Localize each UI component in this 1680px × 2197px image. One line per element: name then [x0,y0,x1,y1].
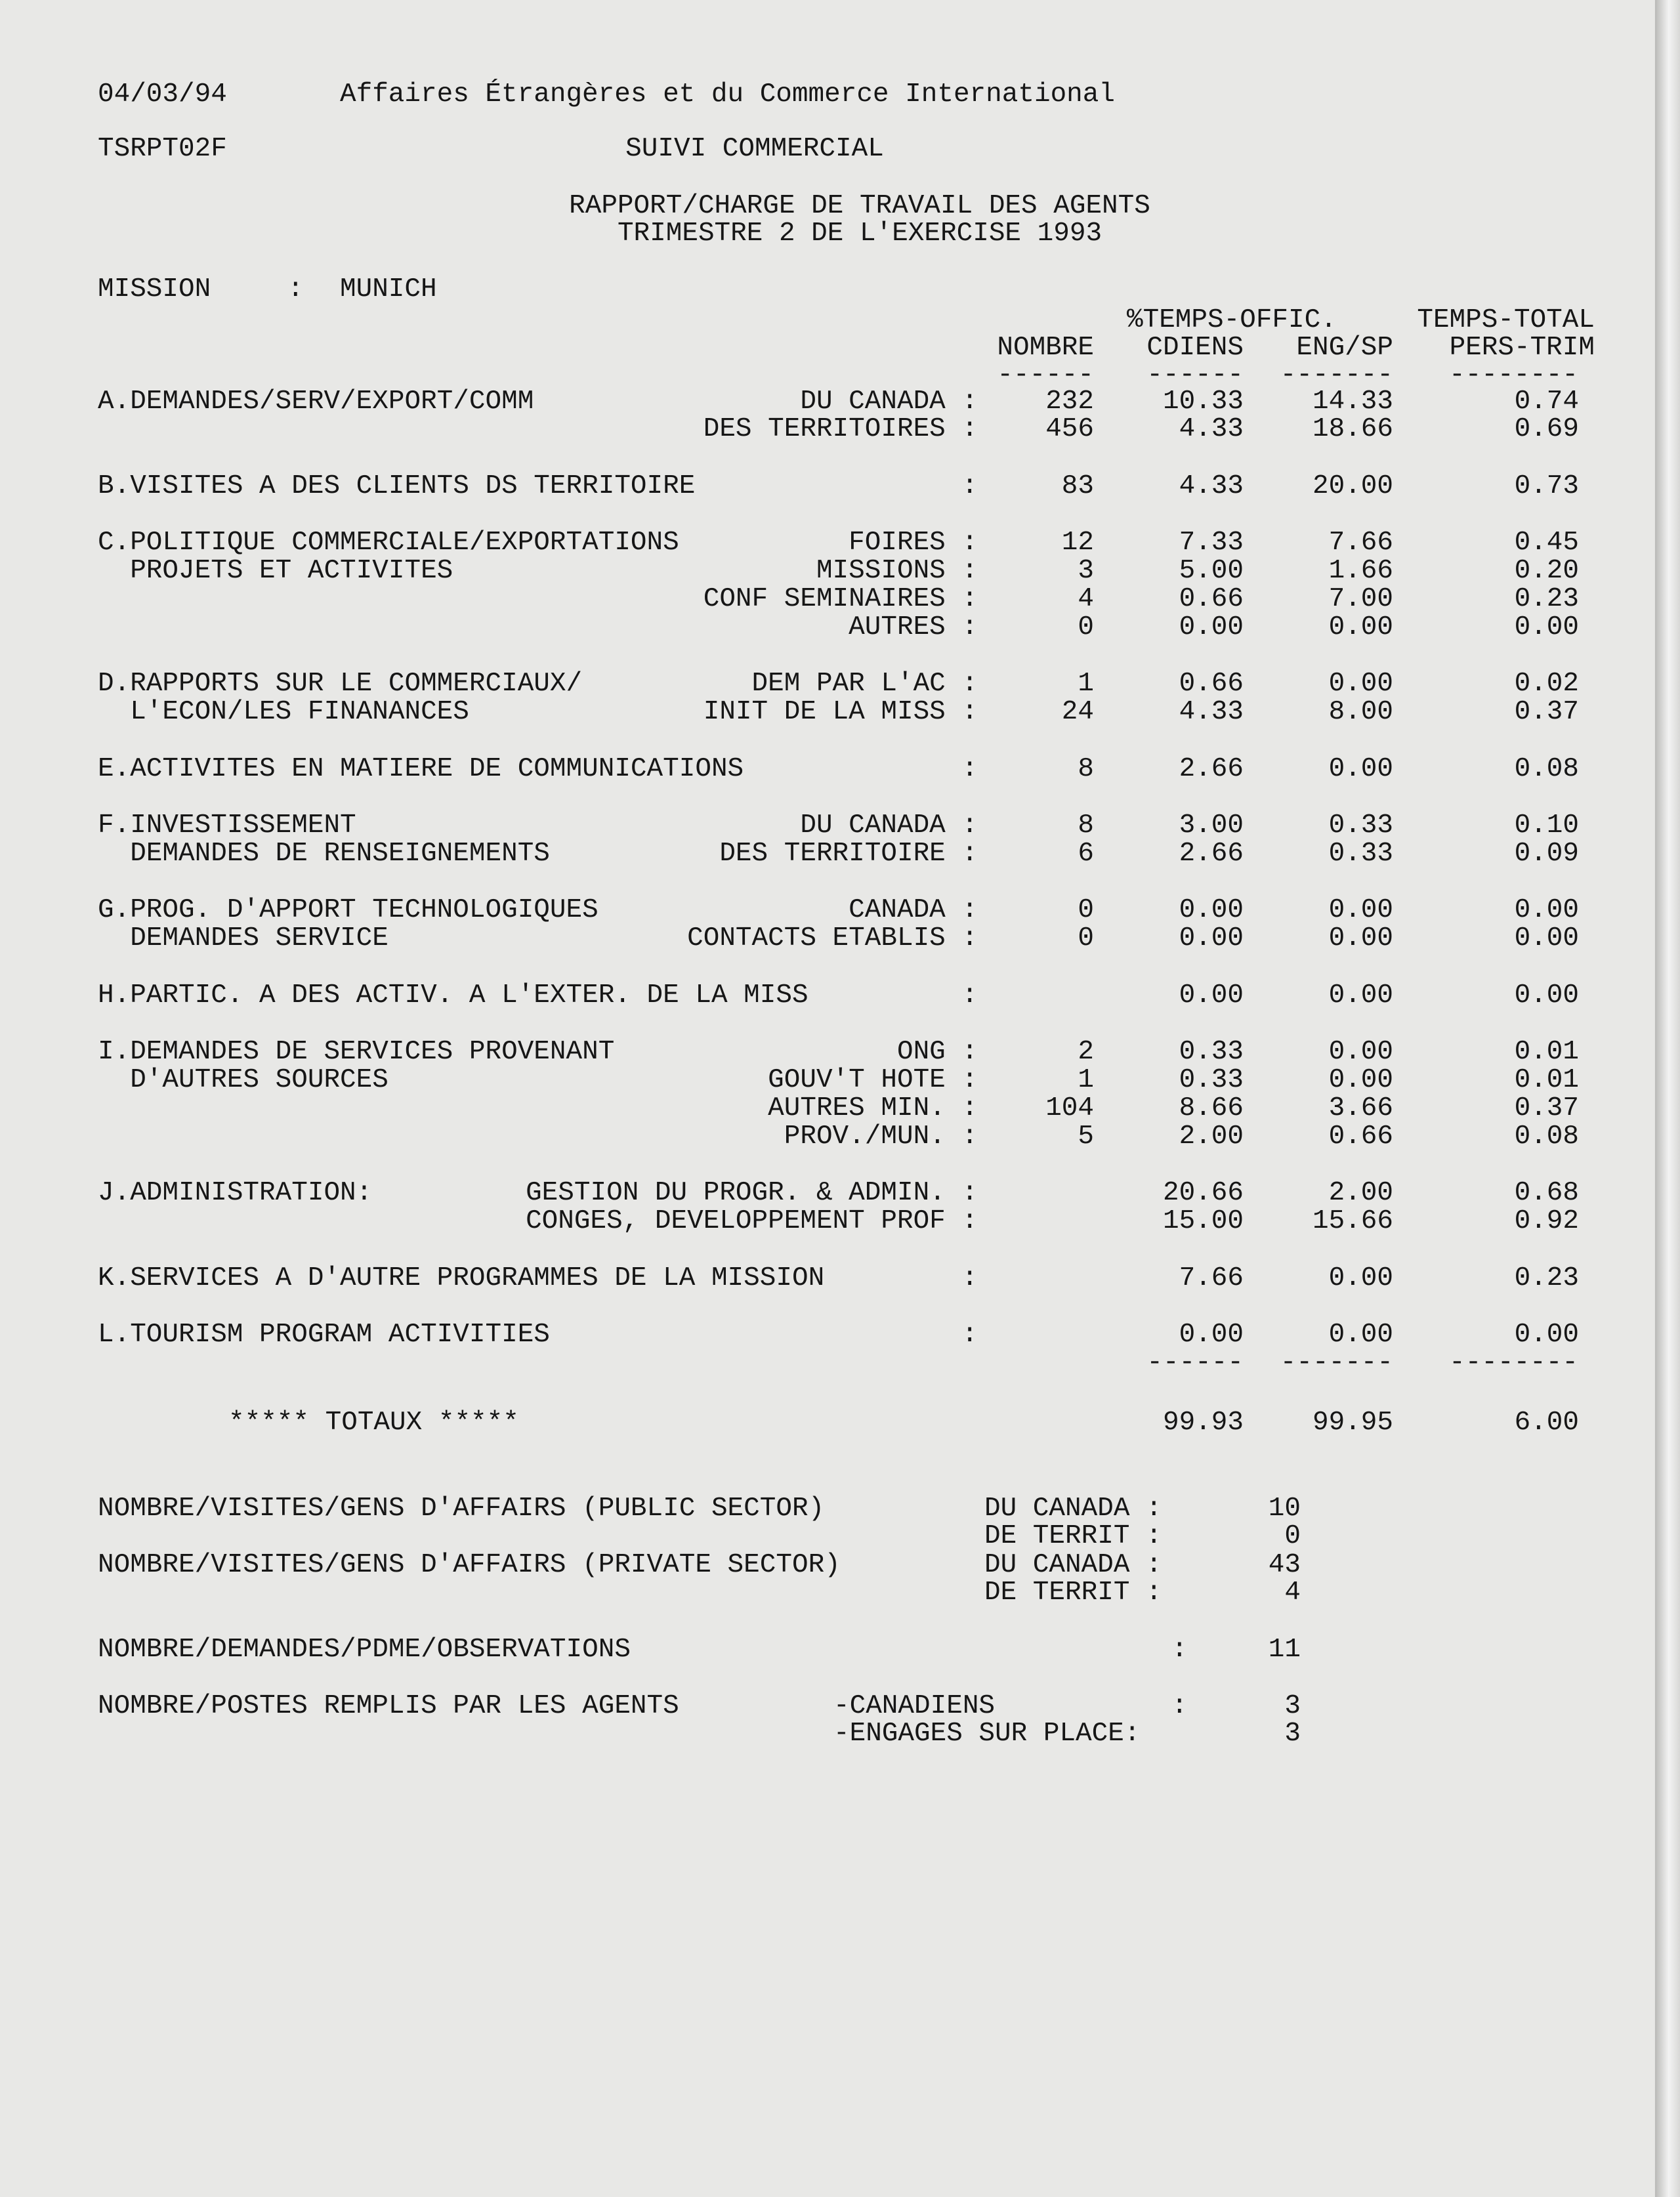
canadiens-label: -CANADIENS [833,1691,996,1721]
row-sublabel: GOUV'T HOTE : [768,1065,978,1095]
private-territ-value: 4 [1284,1578,1301,1608]
row-perstrim: 0.45 [1514,528,1579,558]
totals-engsp: 99.95 [1312,1408,1393,1438]
private-sector-label: NOMBRE/VISITES/GENS D'AFFAIRS (PRIVATE SECTOR) [98,1550,841,1580]
row-nombre: 1 [1078,669,1094,699]
row-engsp: 0.00 [1328,895,1393,925]
totals-perstrim: 6.00 [1514,1408,1579,1438]
engages-label: -ENGAGES SUR PLACE: [833,1719,1141,1749]
row-label: G.PROG. D'APPORT TECHNOLOGIQUES [98,895,598,925]
row-cdiens: 2.66 [1179,754,1244,784]
row-engsp: 0.33 [1328,839,1393,869]
row-label: D.RAPPORTS SUR LE COMMERCIAUX/ [98,669,583,699]
row-engsp: 1.66 [1328,556,1393,586]
row-engsp: 0.00 [1328,1263,1393,1293]
row-label: PROJETS ET ACTIVITES [98,556,453,586]
row-label: L.TOURISM PROGRAM ACTIVITIES [98,1320,550,1350]
row-cdiens: 3.00 [1179,810,1244,841]
row-sublabel: DES TERRITOIRES : [703,414,978,444]
row-sublabel: PROV./MUN. : [784,1121,978,1152]
row-perstrim: 0.00 [1514,612,1579,642]
row-nombre: 0 [1078,923,1094,953]
pdme-label: NOMBRE/DEMANDES/PDME/OBSERVATIONS [98,1635,631,1665]
row-perstrim: 0.00 [1514,895,1579,925]
row-nombre: 1 [1078,1065,1094,1095]
row-perstrim: 0.69 [1514,414,1579,444]
row-engsp: 0.00 [1328,1320,1393,1350]
row-cdiens: 0.00 [1179,895,1244,925]
row-cdiens: 0.33 [1179,1037,1244,1067]
public-sector-label: NOMBRE/VISITES/GENS D'AFFAIRS (PUBLIC SECTOR) [98,1494,825,1524]
row-perstrim: 0.09 [1514,839,1579,869]
row-engsp: 7.00 [1328,584,1393,614]
row-nombre: 3 [1078,556,1094,586]
row-sublabel: DU CANADA : [800,810,978,841]
row-perstrim: 0.37 [1514,1093,1579,1123]
column-group-header: %TEMPS-OFFIC. [1127,305,1337,335]
row-engsp: 0.00 [1328,612,1393,642]
row-perstrim: 0.37 [1514,697,1579,727]
row-sublabel: AUTRES MIN. : [768,1093,978,1123]
row-sublabel: : [961,1320,978,1350]
row-nombre: 8 [1078,754,1094,784]
row-engsp: 0.00 [1328,923,1393,953]
row-cdiens: 0.00 [1179,980,1244,1011]
department-name: Affaires Étrangères et du Commerce International [340,79,1115,110]
row-cdiens: 0.00 [1179,923,1244,953]
row-sublabel: CANADA : [849,895,978,925]
report-title: RAPPORT/CHARGE DE TRAVAIL DES AGENTS [569,191,1150,221]
row-perstrim: 0.92 [1514,1206,1579,1236]
row-cdiens: 10.33 [1162,387,1244,417]
column-nombre-dashes: ------ [997,360,1094,390]
row-sublabel: : [961,471,978,501]
row-label: K.SERVICES A D'AUTRE PROGRAMMES DE LA MISSION [98,1263,825,1293]
row-cdiens: 7.66 [1179,1263,1244,1293]
page-edge [1655,0,1680,2197]
row-sublabel: DEM PAR L'AC : [751,669,978,699]
column-cdiens-dashes: ------ [1146,360,1244,390]
mission-value: MUNICH [340,274,437,304]
row-cdiens: 0.66 [1179,584,1244,614]
column-perstrim-header: PERS-TRIM [1449,333,1595,363]
row-label: J.ADMINISTRATION: [98,1178,373,1208]
mission-label: MISSION [98,274,211,304]
row-engsp: 18.66 [1312,414,1393,444]
row-sublabel: : [961,754,978,784]
row-nombre: 6 [1078,839,1094,869]
column-cdiens-header: CDIENS [1146,333,1244,363]
row-engsp: 0.00 [1328,1037,1393,1067]
row-sublabel: : [961,980,978,1011]
row-label: DEMANDES DE RENSEIGNEMENTS [98,839,550,869]
row-cdiens: 5.00 [1179,556,1244,586]
mission-separator: : [287,274,304,304]
row-label: I.DEMANDES DE SERVICES PROVENANT [98,1037,615,1067]
canadiens-separator: : [1171,1691,1188,1721]
report-subtitle: TRIMESTRE 2 DE L'EXERCISE 1993 [617,219,1102,249]
private-canada-value: 43 [1268,1550,1301,1580]
row-sublabel: DES TERRITOIRE : [719,839,978,869]
row-nombre: 456 [1045,414,1094,444]
private-canada-label: DU CANADA : [984,1550,1162,1580]
row-cdiens: 4.33 [1179,414,1244,444]
row-nombre: 83 [1061,471,1094,501]
row-perstrim: 0.68 [1514,1178,1579,1208]
row-engsp: 20.00 [1312,471,1393,501]
row-cdiens: 2.00 [1179,1121,1244,1152]
row-engsp: 0.00 [1328,754,1393,784]
row-nombre: 24 [1061,697,1094,727]
row-nombre: 4 [1078,584,1094,614]
row-cdiens: 2.66 [1179,839,1244,869]
row-engsp: 14.33 [1312,387,1393,417]
row-cdiens: 0.00 [1179,612,1244,642]
totals-label: ***** TOTAUX ***** [228,1408,519,1438]
row-perstrim: 0.00 [1514,923,1579,953]
row-nombre: 8 [1078,810,1094,841]
row-sublabel: MISSIONS : [816,556,978,586]
private-territ-label: DE TERRIT : [984,1578,1162,1608]
column-engsp-dashes: ------- [1280,360,1393,390]
row-perstrim: 0.00 [1514,1320,1579,1350]
row-label: C.POLITIQUE COMMERCIALE/EXPORTATIONS [98,528,679,558]
row-cdiens: 4.33 [1179,697,1244,727]
total-engsp-dashes: ------- [1280,1348,1393,1378]
row-sublabel: AUTRES : [849,612,978,642]
total-perstrim-dashes: -------- [1449,1348,1578,1378]
row-sublabel: CONF SEMINAIRES : [703,584,978,614]
row-nombre: 232 [1045,387,1094,417]
row-label: E.ACTIVITES EN MATIERE DE COMMUNICATIONS [98,754,744,784]
row-engsp: 7.66 [1328,528,1393,558]
row-engsp: 3.66 [1328,1093,1393,1123]
row-perstrim: 0.01 [1514,1037,1579,1067]
row-sublabel: FOIRES : [849,528,978,558]
row-engsp: 15.66 [1312,1206,1393,1236]
row-sublabel: GESTION DU PROGR. & ADMIN. : [526,1178,978,1208]
row-nombre: 2 [1078,1037,1094,1067]
row-cdiens: 4.33 [1179,471,1244,501]
row-label: B.VISITES A DES CLIENTS DS TERRITOIRE [98,471,696,501]
row-sublabel: : [961,1263,978,1293]
row-nombre: 0 [1078,895,1094,925]
row-perstrim: 0.23 [1514,584,1579,614]
totals-cdiens: 99.93 [1162,1408,1244,1438]
public-territ-value: 0 [1284,1521,1301,1551]
row-engsp: 0.66 [1328,1121,1393,1152]
row-perstrim: 0.74 [1514,387,1579,417]
public-canada-value: 10 [1268,1494,1301,1524]
total-cdiens-dashes: ------ [1146,1348,1244,1378]
row-label: H.PARTIC. A DES ACTIV. A L'EXTER. DE LA MISS [98,980,808,1011]
column-perstrim-dashes: -------- [1449,360,1578,390]
row-label: A.DEMANDES/SERV/EXPORT/COMM [98,387,534,417]
row-label: F.INVESTISSEMENT [98,810,356,841]
row-perstrim: 0.08 [1514,754,1579,784]
row-cdiens: 0.00 [1179,1320,1244,1350]
row-sublabel: DU CANADA : [800,387,978,417]
row-perstrim: 0.02 [1514,669,1579,699]
engages-value: 3 [1284,1719,1301,1749]
row-label: L'ECON/LES FINANANCES [98,697,469,727]
column-engsp-header: ENG/SP [1296,333,1393,363]
report-date: 04/03/94 [98,79,227,110]
postes-label: NOMBRE/POSTES REMPLIS PAR LES AGENTS [98,1691,679,1721]
row-nombre: 0 [1078,612,1094,642]
row-sublabel: ONG : [896,1037,978,1067]
row-sublabel: CONGES, DEVELOPPEMENT PROF : [526,1206,978,1236]
pdme-value: 11 [1268,1635,1301,1665]
row-cdiens: 15.00 [1162,1206,1244,1236]
report-code: TSRPT02F [98,134,227,164]
system-name: SUIVI COMMERCIAL [625,134,884,164]
row-engsp: 2.00 [1328,1178,1393,1208]
row-cdiens: 0.66 [1179,669,1244,699]
row-cdiens: 8.66 [1179,1093,1244,1123]
row-sublabel: INIT DE LA MISS : [703,697,978,727]
row-cdiens: 20.66 [1162,1178,1244,1208]
row-perstrim: 0.20 [1514,556,1579,586]
row-nombre: 104 [1045,1093,1094,1123]
column-total-header: TEMPS-TOTAL [1417,305,1595,335]
row-perstrim: 0.23 [1514,1263,1579,1293]
row-perstrim: 0.10 [1514,810,1579,841]
row-perstrim: 0.00 [1514,980,1579,1011]
row-cdiens: 7.33 [1179,528,1244,558]
row-perstrim: 0.01 [1514,1065,1579,1095]
row-engsp: 0.00 [1328,980,1393,1011]
pdme-separator: : [1171,1635,1188,1665]
row-cdiens: 0.33 [1179,1065,1244,1095]
public-canada-label: DU CANADA : [984,1494,1162,1524]
row-nombre: 12 [1061,528,1094,558]
public-territ-label: DE TERRIT : [984,1521,1162,1551]
row-sublabel: CONTACTS ETABLIS : [687,923,978,953]
row-perstrim: 0.08 [1514,1121,1579,1152]
row-label: DEMANDES SERVICE [98,923,388,953]
row-engsp: 0.00 [1328,1065,1393,1095]
row-perstrim: 0.73 [1514,471,1579,501]
canadiens-value: 3 [1284,1691,1301,1721]
row-engsp: 0.00 [1328,669,1393,699]
row-label: D'AUTRES SOURCES [98,1065,388,1095]
row-nombre: 5 [1078,1121,1094,1152]
column-nombre-header: NOMBRE [997,333,1094,363]
row-engsp: 0.33 [1328,810,1393,841]
row-engsp: 8.00 [1328,697,1393,727]
